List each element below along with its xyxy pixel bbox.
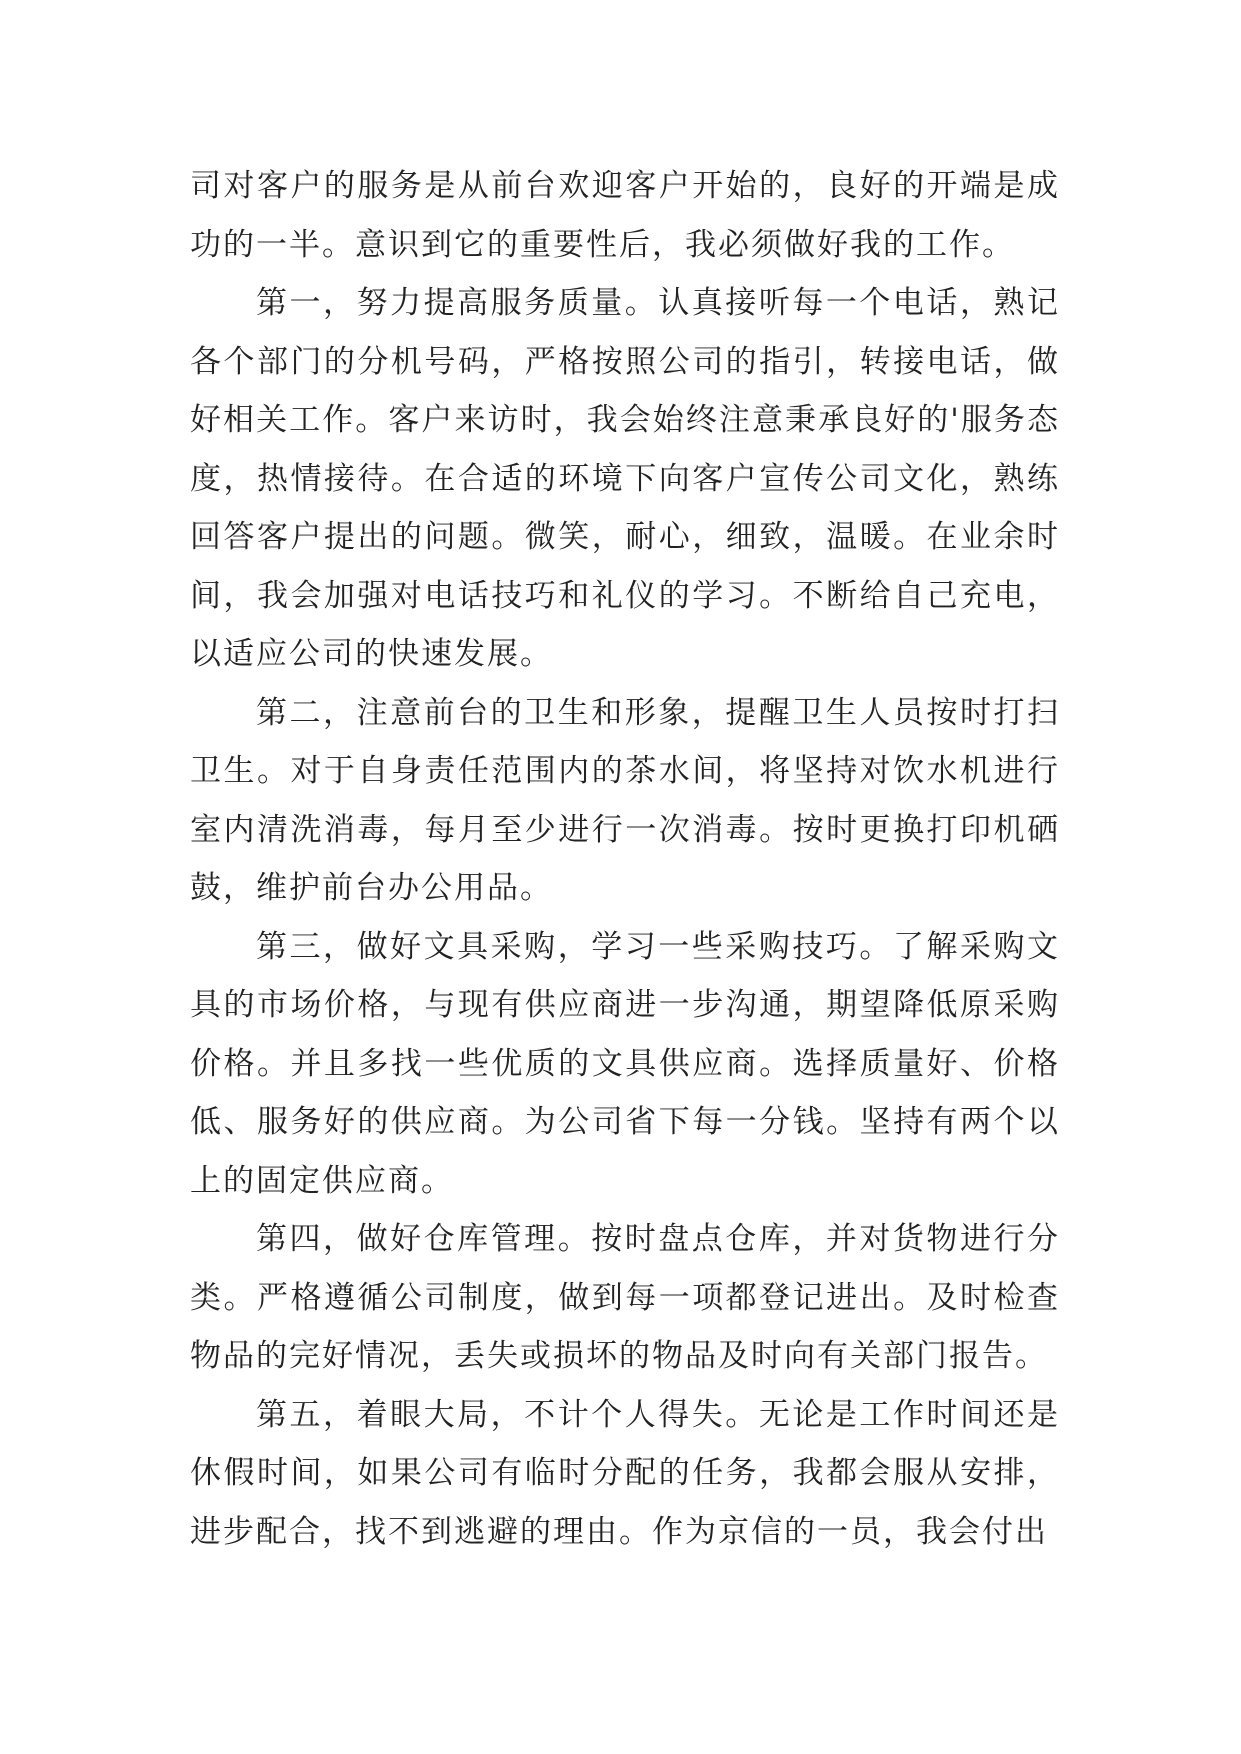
paragraph-fifth-point: 第五，着眼大局，不计个人得失。无论是工作时间还是休假时间，如果公司有临时分配的任务，我都会服从安排，进步配合，找不到逃避的理由。作为京信的一员，我会付出 — [190, 1396, 1060, 1550]
paragraph-fourth-point: 第四，做好仓库管理。按时盘点仓库，并对货物进行分类。严格遵循公司制度，做到每一项都登记进出。及时检查物品的完好情况，丢失或损坏的物品及时向有关部门报告。 — [190, 1221, 1060, 1374]
document-body — [190, 157, 1060, 1561]
paragraph-second-point: 第二，注意前台的卫生和形象，提醒卫生人员按时打扫卫生。对于自身责任范围内的茶水间，将坚持对饮水机进行室内清洗消毒，每月至少进行一次消毒。按时更换打印机硒鼓，维护前台办公用品。 — [190, 694, 1060, 906]
paragraph-third-point: 第三，做好文具采购，学习一些采购技巧。了解采购文具的市场价格，与现有供应商进一步沟通，期望降低原采购价格。并且多找一些优质的文具供应商。选择质量好、价格低、服务好的供应商。为公司省下每一分钱。坚持有两个以上的固定供应商。 — [190, 928, 1060, 1199]
paragraph-first-point: 第一，努力提高服务质量。认真接听每一个电话，熟记各个部门的分机号码，严格按照公司的指引，转接电话，做好相关工作。客户来访时，我会始终注意秉承良好的'服务态度，热情接待。在合适的环境下向客户宣传公司文化，熟练回答客户提出的问题。微笑，耐心，细致，温暖。在业余时间，我会加强对电话技巧和礼仪的学习。不断给自己充电，以适应公司的快速发展。 — [190, 285, 1060, 672]
paragraph-intro-continuation: 司对客户的服务是从前台欢迎客户开始的，良好的开端是成功的一半。意识到它的重要性后，我必须做好我的工作。 — [190, 168, 1060, 263]
